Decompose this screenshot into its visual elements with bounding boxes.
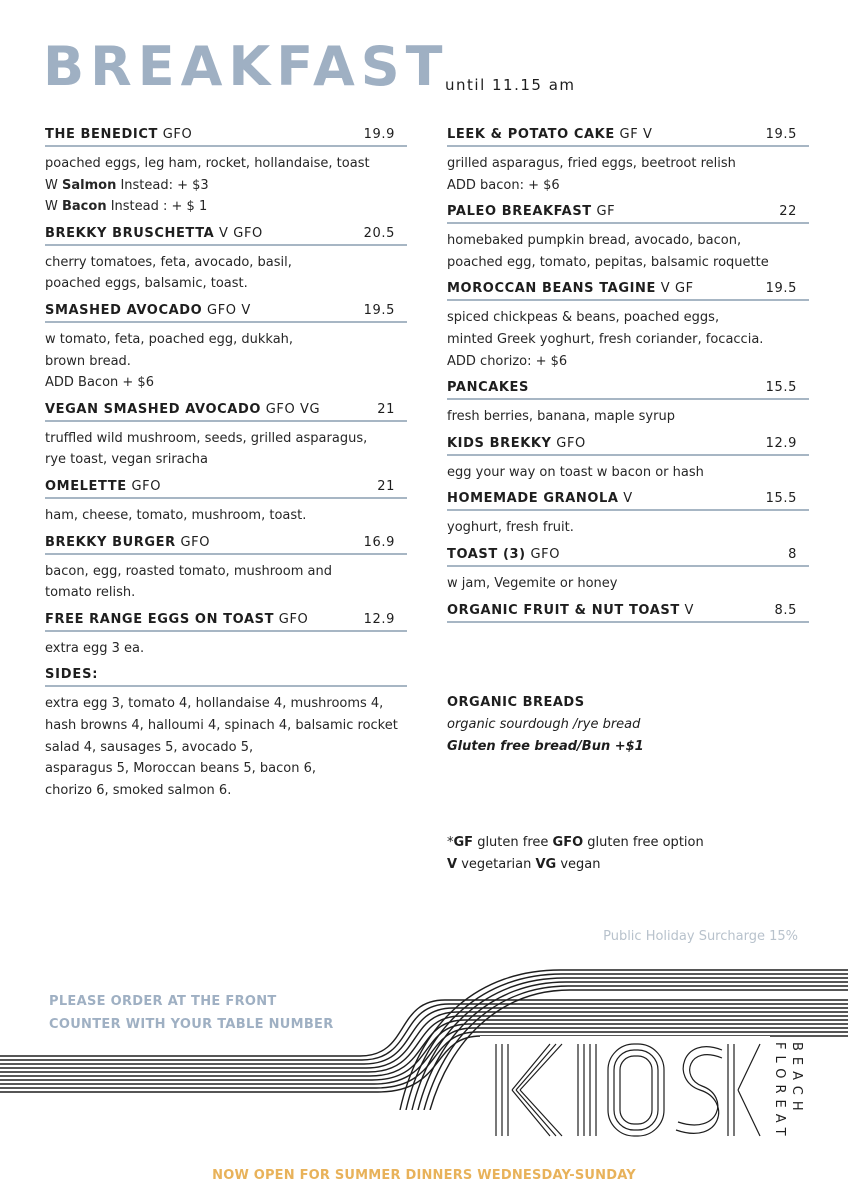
extra-bold: Bacon	[62, 199, 107, 215]
legend-asterisk: *	[447, 835, 454, 850]
menu-item-header	[447, 127, 809, 147]
menu-item	[447, 127, 809, 196]
order-line-1: PLEASE ORDER AT THE FRONT	[49, 994, 277, 1009]
description-line: extra egg 3 ea.	[45, 640, 145, 656]
menu-item	[447, 491, 809, 539]
menu-item-dietary-tags: V GFO	[219, 225, 263, 241]
legend-vg-text: vegan	[556, 857, 601, 872]
description-line: ADD chorizo: + $6	[447, 353, 568, 369]
organic-breads-line: organic sourdough /rye bread	[447, 717, 641, 732]
menu-title: BREAKFAST	[43, 35, 449, 98]
menu-item-dietary-tags: V	[623, 491, 633, 507]
sides-line: salad 4, sausages 5, avocado 5,	[45, 739, 254, 755]
menu-item-price: 21	[377, 478, 395, 494]
extra-option-line	[45, 196, 407, 218]
brand-floreat: FLOREAT	[772, 1042, 787, 1142]
description-line: rye toast, vegan sriracha	[45, 452, 208, 468]
menu-item-description	[447, 462, 809, 484]
menu-item	[45, 612, 407, 660]
menu-item-title	[447, 547, 560, 562]
menu-item-name: KIDS BREKKY	[447, 435, 552, 451]
legend-vg: VG	[535, 857, 557, 872]
menu-item-price: 12.9	[765, 435, 797, 451]
menu-item-description	[45, 428, 407, 471]
description-line: yoghurt, fresh fruit.	[447, 520, 574, 536]
menu-item-description	[447, 573, 809, 595]
menu-item-name: TOAST (3)	[447, 546, 526, 562]
description-line: brown bread.	[45, 353, 131, 369]
menu-item-title	[447, 281, 694, 296]
menu-item	[45, 479, 407, 527]
menu-item-header	[45, 226, 407, 246]
menu-item-header	[447, 436, 809, 456]
menu-item-description	[45, 252, 407, 295]
menu-item-name: PALEO BREAKFAST	[447, 204, 592, 220]
menu-item-title	[447, 204, 615, 219]
menu-item-description	[45, 638, 407, 660]
sides-list	[45, 693, 407, 801]
menu-item-name: LEEK & POTATO CAKE	[447, 127, 615, 142]
menu-item-header	[447, 204, 809, 224]
menu-item-price: 15.5	[765, 380, 797, 396]
extra-prefix: W	[45, 199, 62, 215]
legend-gfo-text: gluten free option	[583, 835, 704, 850]
menu-item-name: VEGAN SMASHED AVOCADO	[45, 401, 261, 417]
menu-item-description	[447, 153, 809, 196]
menu-item-title	[45, 479, 161, 494]
menu-item-name: SMASHED AVOCADO	[45, 302, 203, 318]
right-menu-column	[447, 127, 809, 631]
menu-item-name: FREE RANGE EGGS ON TOAST	[45, 611, 275, 627]
menu-item-header	[447, 491, 809, 511]
order-line-2: COUNTER WITH YOUR TABLE NUMBER	[49, 1017, 334, 1032]
description-line: poached eggs, balsamic, toast.	[45, 276, 248, 292]
menu-item-dietary-tags: GFO V	[207, 302, 251, 318]
menu-item-header	[45, 612, 407, 632]
menu-item	[447, 547, 809, 595]
menu-item	[45, 303, 407, 394]
menu-item-dietary-tags: GFO	[162, 127, 193, 142]
extra-suffix: Instead: + $3	[116, 177, 209, 193]
legend-line-vegetarian	[447, 854, 704, 876]
menu-item-price: 12.9	[363, 611, 395, 627]
description-line: bacon, egg, roasted tomato, mushroom and	[45, 563, 332, 579]
menu-item-name: HOMEMADE GRANOLA	[447, 491, 619, 507]
menu-item	[45, 535, 407, 604]
menu-item-price: 8	[788, 546, 797, 562]
menu-item	[447, 436, 809, 484]
menu-item-price: 20.5	[363, 225, 395, 241]
menu-item-header	[447, 547, 809, 567]
menu-item-title	[45, 612, 308, 627]
menu-item-header	[45, 535, 407, 555]
legend-v: V	[447, 857, 458, 872]
menu-item-description	[45, 329, 407, 394]
menu-item	[447, 204, 809, 273]
legend-gfo: GFO	[552, 835, 584, 850]
description-line: poached eggs, leg ham, rocket, hollandaise, toast	[45, 156, 370, 171]
menu-item-name: OMELETTE	[45, 478, 127, 494]
description-line: ADD bacon: + $6	[447, 177, 560, 193]
sides-line: asparagus 5, Moroccan beans 5, bacon 6,	[45, 761, 317, 777]
description-line: ham, cheese, tomato, mushroom, toast.	[45, 507, 307, 523]
menu-item	[447, 380, 809, 428]
menu-item	[447, 603, 809, 623]
description-line: w tomato, feta, poached egg, dukkah,	[45, 331, 294, 347]
menu-item-dietary-tags: GFO	[278, 611, 309, 627]
menu-item-description	[447, 406, 809, 428]
description-line: w jam, Vegemite or honey	[447, 575, 618, 591]
menu-item-price: 19.5	[363, 302, 395, 318]
menu-item-dietary-tags: GF	[596, 204, 616, 220]
menu-item-name: BREKKY BRUSCHETTA	[45, 225, 215, 241]
menu-item-dietary-tags: V GF	[660, 281, 694, 297]
menu-item-dietary-tags: GFO	[556, 435, 586, 451]
menu-item-dietary-tags: GFO	[530, 546, 561, 562]
serving-hours: until 11.15 am	[445, 76, 576, 94]
public-holiday-surcharge: Public Holiday Surcharge 15%	[603, 929, 798, 944]
menu-item-price: 19.9	[363, 127, 395, 142]
footer-banner: NOW OPEN FOR SUMMER DINNERS WEDNESDAY-SUNDAY	[212, 1168, 636, 1183]
extra-option-line	[45, 175, 407, 197]
menu-item-description	[447, 517, 809, 539]
menu-item-header	[447, 603, 809, 623]
legend-gf: GF	[453, 835, 474, 850]
dietary-legend	[447, 832, 704, 876]
legend-line-gluten	[447, 832, 704, 854]
description-line: minted Greek yoghurt, fresh coriander, focaccia.	[447, 331, 764, 347]
menu-item-header	[447, 380, 809, 400]
extra-bold: Salmon	[62, 177, 117, 193]
menu-item-price: 21	[377, 401, 395, 417]
menu-item-description	[45, 505, 407, 527]
menu-item-title	[447, 491, 633, 506]
menu-item-price: 19.5	[765, 281, 797, 297]
menu-item-title	[45, 303, 251, 318]
menu-item-title	[45, 535, 210, 550]
description-line: egg your way on toast w bacon or hash	[447, 464, 704, 480]
menu-item-description	[45, 153, 407, 218]
menu-item-header	[45, 127, 407, 147]
organic-breads-title: ORGANIC BREADS	[447, 695, 585, 710]
menu-item-title	[447, 127, 653, 142]
kiosk-logo	[492, 1040, 764, 1140]
legend-gf-text: gluten free	[473, 835, 553, 850]
description-line: homebaked pumpkin bread, avocado, bacon,	[447, 233, 742, 249]
menu-item-dietary-tags: GFO	[180, 534, 211, 550]
menu-item-title	[45, 402, 320, 417]
menu-item-name: ORGANIC FRUIT & NUT TOAST	[447, 602, 680, 618]
menu-item	[45, 127, 407, 218]
menu-item-price: 15.5	[765, 491, 797, 507]
menu-item-description	[45, 561, 407, 604]
sides-line: chorizo 6, smoked salmon 6.	[45, 782, 232, 798]
sides-title: SIDES:	[45, 667, 407, 687]
legend-v-text: vegetarian	[457, 857, 536, 872]
menu-item	[45, 402, 407, 471]
menu-item-name: BREKKY BURGER	[45, 534, 176, 550]
menu-item	[45, 226, 407, 295]
description-line: truffled wild mushroom, seeds, grilled asparagus,	[45, 430, 368, 446]
menu-item-dietary-tags: GFO	[131, 478, 162, 494]
menu-item-title	[45, 226, 263, 241]
menu-item-price: 19.5	[765, 127, 797, 142]
left-menu-column	[45, 127, 407, 801]
menu-item-dietary-tags: V	[684, 602, 695, 618]
menu-item-dietary-tags: GFO VG	[265, 401, 321, 417]
menu-item-title	[447, 603, 694, 618]
menu-item-title	[447, 380, 529, 395]
description-line: spiced chickpeas & beans, poached eggs,	[447, 310, 720, 326]
menu-item-price: 8.5	[774, 602, 797, 618]
menu-item-header	[447, 281, 809, 301]
menu-item-dietary-tags: GF V	[619, 127, 653, 142]
order-instructions	[49, 990, 334, 1036]
menu-item-header	[45, 402, 407, 422]
menu-item-header	[45, 479, 407, 499]
description-line: fresh berries, banana, maple syrup	[447, 409, 675, 425]
menu-item-description	[447, 307, 809, 372]
menu-item-price: 16.9	[363, 534, 395, 550]
menu-item-name: PANCAKES	[447, 380, 529, 396]
description-line: tomato relish.	[45, 585, 136, 601]
description-line: cherry tomatoes, feta, avocado, basil,	[45, 254, 292, 270]
gluten-free-bread-line: Gluten free bread/Bun +$1	[447, 739, 644, 754]
menu-item-header	[45, 303, 407, 323]
description-line: grilled asparagus, fried eggs, beetroot relish	[447, 156, 736, 171]
menu-item-title	[447, 436, 586, 451]
sides-line: extra egg 3, tomato 4, hollandaise 4, mushrooms 4,	[45, 696, 384, 712]
sides-line: hash browns 4, halloumi 4, spinach 4, balsamic rocket	[45, 717, 398, 733]
menu-item	[447, 281, 809, 372]
extra-prefix: W	[45, 177, 62, 193]
menu-item-description	[447, 230, 809, 273]
menu-item-name: MOROCCAN BEANS TAGINE	[447, 281, 657, 297]
menu-item-price: 22	[779, 204, 797, 220]
menu-item-name: THE BENEDICT	[45, 127, 158, 142]
organic-breads-section	[447, 692, 807, 758]
description-line: poached egg, tomato, pepitas, balsamic roquette	[447, 254, 769, 270]
menu-item-title	[45, 127, 192, 142]
description-line: ADD Bacon + $6	[45, 375, 154, 391]
extra-suffix: Instead : + $ 1	[106, 199, 208, 215]
brand-beach: BEACH	[789, 1042, 804, 1117]
